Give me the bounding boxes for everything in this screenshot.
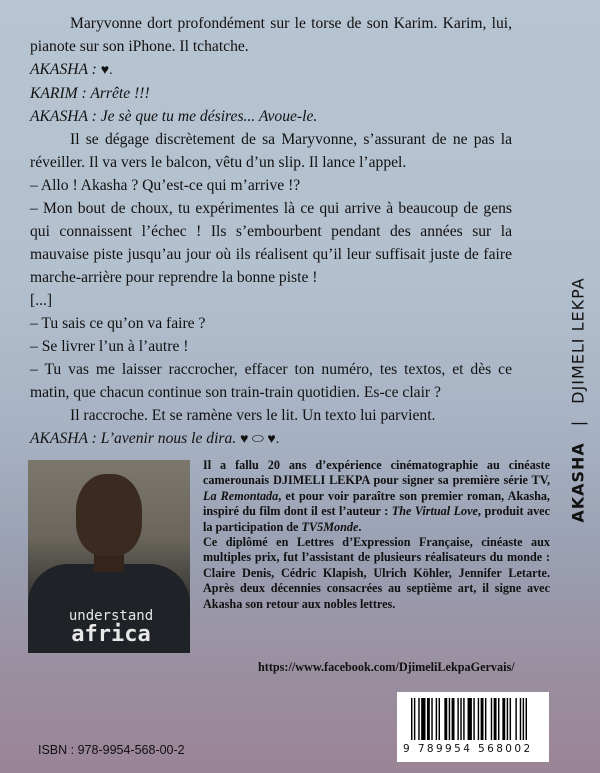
dialogue-line xyxy=(30,58,512,82)
dialogue-line xyxy=(30,105,512,128)
barcode-bars xyxy=(405,698,541,744)
barcode-bar xyxy=(494,698,497,740)
dialogue-line: – Se livrer l’un à l’autre ! xyxy=(30,338,189,355)
barcode-bar xyxy=(463,698,464,740)
isbn-label: ISBN : 978-9954-568-00-2 xyxy=(38,743,185,757)
bio-text: Il a fallu 20 ans d’expérience cinématographie au cinéaste camerounais DJIMELI LEKPA pour signer sa première série TV, xyxy=(203,458,550,488)
dialogue-line: – Tu sais ce qu’on va faire ? xyxy=(30,315,206,332)
barcode-bar xyxy=(431,698,432,740)
hearts-emoji-icon: ♥ ⬭ ♥. xyxy=(240,432,280,447)
book-excerpt xyxy=(30,12,512,451)
speaker-name: AKASHA : xyxy=(30,430,97,447)
dialogue-text: Je sè que tu me désires... Avoue-le. xyxy=(100,108,318,125)
barcode-bar xyxy=(457,698,458,740)
bio-text: , produit avec la participation de xyxy=(203,504,550,534)
heart-icon: ♥. xyxy=(100,63,113,78)
book-spine xyxy=(556,0,596,773)
barcode-bar xyxy=(421,698,425,740)
excerpt-paragraph: Il raccroche. Et se ramène vers le lit. Un texto lui parvient. xyxy=(70,407,436,424)
barcode-bar xyxy=(481,698,484,740)
barcode xyxy=(397,692,549,762)
bio-film-title: The Virtual Love xyxy=(391,504,478,519)
barcode-number: 9 789954 568002 xyxy=(403,743,533,755)
barcode-bar xyxy=(510,698,511,740)
barcode-bar xyxy=(452,698,455,740)
barcode-bar xyxy=(418,698,419,740)
dialogue-line: – Allo ! Akasha ? Qu’est-ce qui m’arrive !? xyxy=(30,177,301,194)
barcode-bar xyxy=(449,698,450,740)
bio-text: , et pour voir paraître son premier roman, Akasha, inspiré du film dont il est l’auteur : xyxy=(203,488,550,519)
excerpt-paragraph: Il se dégage discrètement de sa Maryvonne, s’assurant de ne pas la réveiller. Il va vers le balcon, vêtu d’un slip. Il lance l’appel. xyxy=(30,131,512,171)
shirt-print-line1: understand xyxy=(68,608,154,624)
ellipsis-marker: [...] xyxy=(30,292,53,309)
barcode-bar xyxy=(515,698,516,740)
dialogue-line xyxy=(30,427,512,451)
dialogue-line: – Mon bout de choux, tu expérimentes là ce qui arrive à beaucoup de gens qui connaissent l’échec ! Ils s’embourbent pendant des années sur la mauvaise piste jusqu’au jour où ils réalisent qu’il leur suffisait juste de faire marche-arrière pour reprendre la bonne piste ! xyxy=(30,200,512,286)
shirt-print xyxy=(46,608,176,646)
barcode-bar xyxy=(439,698,440,740)
barcode-bar xyxy=(427,698,430,740)
bio-broadcaster: TV5Monde xyxy=(301,519,359,534)
barcode-bar xyxy=(444,698,447,740)
bio-paragraph: Ce diplômé en Lettres d’Expression Française, cinéaste aux multiples prix, fut l’assistant de plusieurs réalisateurs du monde : Claire Denis, Cédric Klapish, Ulrich Köhler, Jennifer Letarte. Après deux décennies consacrées au septième art, il signe avec Akasha son retour aux nobles lettres. xyxy=(203,535,550,611)
spine-title: AKASHA xyxy=(568,442,588,523)
barcode-bar xyxy=(523,698,524,740)
author-photo xyxy=(28,460,190,653)
bio-paragraph xyxy=(203,458,550,535)
barcode-bar xyxy=(460,698,461,740)
excerpt-paragraph: Maryvonne dort profondément sur le torse de son Karim. Karim, lui, pianote sur son iPhone. Il tchatche. xyxy=(30,15,512,55)
barcode-bar xyxy=(468,698,472,740)
barcode-bar xyxy=(473,698,474,740)
barcode-bar xyxy=(520,698,521,740)
barcode-bar xyxy=(502,698,505,740)
speaker-name: AKASHA : xyxy=(30,61,97,78)
speaker-name: AKASHA : xyxy=(30,108,97,125)
barcode-bar xyxy=(478,698,479,740)
barcode-bar xyxy=(507,698,508,740)
barcode-bar xyxy=(485,698,486,740)
shirt-print-line2: africa xyxy=(71,622,151,647)
barcode-bar xyxy=(526,698,527,740)
bio-text: . xyxy=(358,519,362,534)
spine-separator: | xyxy=(568,419,588,427)
author-bio xyxy=(203,458,550,612)
barcode-bar xyxy=(411,698,412,740)
barcode-bar xyxy=(414,698,415,740)
barcode-bar xyxy=(491,698,492,740)
barcode-bar xyxy=(498,698,499,740)
facebook-link[interactable]: https://www.facebook.com/DjimeliLekpaGervais/ xyxy=(258,660,515,674)
dialogue-text: L’avenir nous le dira. xyxy=(100,430,237,447)
dialogue-line: KARIM : Arrête !!! xyxy=(30,85,150,102)
spine-label xyxy=(569,277,588,522)
barcode-bar xyxy=(436,698,437,740)
dialogue-line: – Tu vas me laisser raccrocher, effacer ton numéro, tes textos, et dès ce matin, que chacun continue son train-train quotidien. Es-ce clair ? xyxy=(30,361,512,401)
spine-author: DJIMELI LEKPA xyxy=(568,277,588,404)
photo-head-shape xyxy=(76,474,142,556)
bio-series-title: La Remontada xyxy=(203,488,279,503)
